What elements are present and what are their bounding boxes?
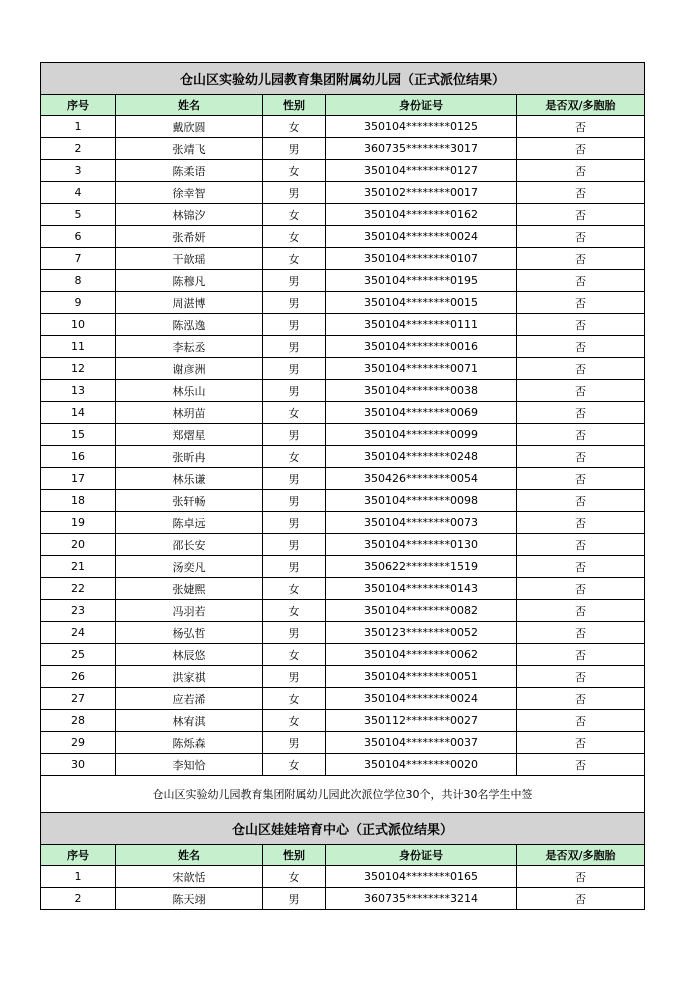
cell-name: 陈卓远 <box>116 512 263 534</box>
document-page <box>40 62 644 910</box>
table-row <box>41 866 645 888</box>
header-gender: 性别 <box>263 845 326 866</box>
header-name: 姓名 <box>116 95 263 116</box>
cell-id-number: 350104********0051 <box>326 666 517 688</box>
cell-id-number: 350123********0052 <box>326 622 517 644</box>
cell-name: 陈泓逸 <box>116 314 263 336</box>
cell-gender: 男 <box>263 182 326 204</box>
cell-name: 陈柔语 <box>116 160 263 182</box>
cell-twins: 否 <box>517 314 645 336</box>
cell-gender: 男 <box>263 314 326 336</box>
table-row <box>41 446 645 468</box>
table-row <box>41 468 645 490</box>
table-row <box>41 314 645 336</box>
table-row <box>41 182 645 204</box>
cell-gender: 女 <box>263 578 326 600</box>
table-row <box>41 380 645 402</box>
cell-twins: 否 <box>517 160 645 182</box>
table-row <box>41 270 645 292</box>
cell-id-number: 350104********0082 <box>326 600 517 622</box>
cell-twins: 否 <box>517 358 645 380</box>
cell-id-number: 350104********0015 <box>326 292 517 314</box>
cell-gender: 女 <box>263 160 326 182</box>
cell-gender: 男 <box>263 666 326 688</box>
cell-index: 24 <box>41 622 116 644</box>
cell-twins: 否 <box>517 446 645 468</box>
cell-name: 李知恰 <box>116 754 263 776</box>
cell-index: 13 <box>41 380 116 402</box>
table-row <box>41 688 645 710</box>
cell-name: 戴欣圆 <box>116 116 263 138</box>
cell-id-number: 350104********0127 <box>326 160 517 182</box>
cell-name: 陈烁森 <box>116 732 263 754</box>
cell-gender: 男 <box>263 424 326 446</box>
cell-gender: 男 <box>263 336 326 358</box>
lottery-results-table <box>40 62 645 910</box>
cell-twins: 否 <box>517 600 645 622</box>
cell-name: 李耘丞 <box>116 336 263 358</box>
section1-title: 仓山区实验幼儿园教育集团附属幼儿园（正式派位结果） <box>41 63 645 95</box>
cell-index: 1 <box>41 866 116 888</box>
cell-gender: 男 <box>263 512 326 534</box>
table-row <box>41 754 645 776</box>
cell-index: 25 <box>41 644 116 666</box>
cell-id-number: 350104********0248 <box>326 446 517 468</box>
cell-gender: 女 <box>263 710 326 732</box>
cell-index: 15 <box>41 424 116 446</box>
table-row <box>41 732 645 754</box>
table-row <box>41 116 645 138</box>
cell-twins: 否 <box>517 688 645 710</box>
header-index: 序号 <box>41 95 116 116</box>
cell-gender: 男 <box>263 292 326 314</box>
cell-name: 林宥淇 <box>116 710 263 732</box>
table-row <box>41 226 645 248</box>
cell-id-number: 350104********0069 <box>326 402 517 424</box>
cell-index: 4 <box>41 182 116 204</box>
cell-name: 宋歆恬 <box>116 866 263 888</box>
section2-header-row <box>41 845 645 866</box>
cell-name: 陈天翊 <box>116 888 263 910</box>
cell-id-number: 350104********0111 <box>326 314 517 336</box>
cell-gender: 男 <box>263 556 326 578</box>
section1-header-row <box>41 95 645 116</box>
table-row <box>41 204 645 226</box>
cell-name: 冯羽若 <box>116 600 263 622</box>
cell-index: 17 <box>41 468 116 490</box>
cell-gender: 女 <box>263 866 326 888</box>
cell-name: 应若浠 <box>116 688 263 710</box>
cell-name: 林乐谦 <box>116 468 263 490</box>
table-row <box>41 336 645 358</box>
cell-twins: 否 <box>517 116 645 138</box>
cell-id-number: 360735********3017 <box>326 138 517 160</box>
table-row <box>41 556 645 578</box>
cell-twins: 否 <box>517 226 645 248</box>
cell-twins: 否 <box>517 380 645 402</box>
cell-id-number: 350104********0071 <box>326 358 517 380</box>
header-gender: 性别 <box>263 95 326 116</box>
cell-id-number: 350104********0130 <box>326 534 517 556</box>
cell-twins: 否 <box>517 204 645 226</box>
cell-twins: 否 <box>517 888 645 910</box>
cell-gender: 男 <box>263 358 326 380</box>
cell-twins: 否 <box>517 402 645 424</box>
cell-index: 18 <box>41 490 116 512</box>
cell-twins: 否 <box>517 866 645 888</box>
cell-id-number: 350104********0125 <box>326 116 517 138</box>
cell-index: 3 <box>41 160 116 182</box>
cell-name: 陈穆凡 <box>116 270 263 292</box>
cell-id-number: 350104********0099 <box>326 424 517 446</box>
cell-gender: 女 <box>263 600 326 622</box>
header-id-number: 身份证号 <box>326 95 517 116</box>
cell-gender: 男 <box>263 534 326 556</box>
table-row <box>41 138 645 160</box>
cell-name: 张靖飞 <box>116 138 263 160</box>
cell-index: 30 <box>41 754 116 776</box>
cell-index: 2 <box>41 888 116 910</box>
cell-name: 林锦汐 <box>116 204 263 226</box>
cell-id-number: 350102********0017 <box>326 182 517 204</box>
table-row <box>41 358 645 380</box>
header-twins: 是否双/多胞胎 <box>517 95 645 116</box>
cell-gender: 男 <box>263 138 326 160</box>
table-row <box>41 248 645 270</box>
header-name: 姓名 <box>116 845 263 866</box>
cell-index: 16 <box>41 446 116 468</box>
cell-index: 29 <box>41 732 116 754</box>
cell-twins: 否 <box>517 622 645 644</box>
header-id-number: 身份证号 <box>326 845 517 866</box>
cell-id-number: 350104********0143 <box>326 578 517 600</box>
cell-id-number: 350104********0073 <box>326 512 517 534</box>
header-twins: 是否双/多胞胎 <box>517 845 645 866</box>
cell-twins: 否 <box>517 424 645 446</box>
table-row <box>41 578 645 600</box>
cell-gender: 女 <box>263 204 326 226</box>
table-row <box>41 292 645 314</box>
cell-id-number: 350104********0016 <box>326 336 517 358</box>
table-row <box>41 888 645 910</box>
cell-twins: 否 <box>517 490 645 512</box>
cell-twins: 否 <box>517 732 645 754</box>
cell-gender: 女 <box>263 402 326 424</box>
table-row <box>41 402 645 424</box>
cell-id-number: 350104********0024 <box>326 688 517 710</box>
cell-twins: 否 <box>517 578 645 600</box>
cell-twins: 否 <box>517 138 645 160</box>
cell-index: 1 <box>41 116 116 138</box>
header-index: 序号 <box>41 845 116 866</box>
table-row <box>41 424 645 446</box>
table-row <box>41 600 645 622</box>
cell-index: 2 <box>41 138 116 160</box>
section2-title-row <box>41 813 645 845</box>
cell-index: 6 <box>41 226 116 248</box>
table-row <box>41 512 645 534</box>
cell-twins: 否 <box>517 556 645 578</box>
table-row <box>41 666 645 688</box>
cell-twins: 否 <box>517 666 645 688</box>
section2-title: 仓山区娃娃培育中心（正式派位结果） <box>41 813 645 845</box>
cell-index: 8 <box>41 270 116 292</box>
cell-id-number: 350104********0024 <box>326 226 517 248</box>
table-row <box>41 534 645 556</box>
cell-index: 14 <box>41 402 116 424</box>
cell-index: 27 <box>41 688 116 710</box>
cell-name: 林玥苗 <box>116 402 263 424</box>
cell-name: 洪家祺 <box>116 666 263 688</box>
cell-gender: 男 <box>263 468 326 490</box>
cell-id-number: 350104********0162 <box>326 204 517 226</box>
cell-index: 20 <box>41 534 116 556</box>
cell-twins: 否 <box>517 644 645 666</box>
cell-id-number: 350104********0195 <box>326 270 517 292</box>
cell-gender: 男 <box>263 732 326 754</box>
cell-id-number: 350426********0054 <box>326 468 517 490</box>
cell-gender: 男 <box>263 380 326 402</box>
cell-name: 干歆瑶 <box>116 248 263 270</box>
table-row <box>41 160 645 182</box>
cell-twins: 否 <box>517 248 645 270</box>
cell-id-number: 350104********0037 <box>326 732 517 754</box>
cell-gender: 女 <box>263 754 326 776</box>
cell-gender: 女 <box>263 446 326 468</box>
cell-index: 21 <box>41 556 116 578</box>
cell-gender: 男 <box>263 270 326 292</box>
cell-gender: 男 <box>263 622 326 644</box>
cell-index: 10 <box>41 314 116 336</box>
cell-twins: 否 <box>517 292 645 314</box>
cell-name: 谢彦洲 <box>116 358 263 380</box>
cell-name: 汤奕凡 <box>116 556 263 578</box>
cell-id-number: 350104********0038 <box>326 380 517 402</box>
cell-index: 23 <box>41 600 116 622</box>
cell-index: 7 <box>41 248 116 270</box>
table-row <box>41 622 645 644</box>
cell-index: 5 <box>41 204 116 226</box>
cell-id-number: 350104********0020 <box>326 754 517 776</box>
cell-name: 张希妍 <box>116 226 263 248</box>
cell-twins: 否 <box>517 336 645 358</box>
cell-name: 张轩畅 <box>116 490 263 512</box>
allocation-summary-note: 仓山区实验幼儿园教育集团附属幼儿园此次派位学位30个，共计30名学生中签 <box>41 776 645 813</box>
cell-name: 张昕冉 <box>116 446 263 468</box>
cell-gender: 女 <box>263 248 326 270</box>
table-row <box>41 644 645 666</box>
cell-index: 26 <box>41 666 116 688</box>
cell-id-number: 350622********1519 <box>326 556 517 578</box>
cell-twins: 否 <box>517 710 645 732</box>
cell-name: 杨弘哲 <box>116 622 263 644</box>
cell-gender: 男 <box>263 490 326 512</box>
cell-id-number: 350104********0165 <box>326 866 517 888</box>
section1-note-row <box>41 776 645 813</box>
cell-twins: 否 <box>517 182 645 204</box>
cell-id-number: 350112********0027 <box>326 710 517 732</box>
cell-gender: 女 <box>263 644 326 666</box>
table-row <box>41 710 645 732</box>
cell-gender: 女 <box>263 226 326 248</box>
cell-twins: 否 <box>517 512 645 534</box>
cell-name: 周湛博 <box>116 292 263 314</box>
cell-gender: 男 <box>263 888 326 910</box>
cell-twins: 否 <box>517 534 645 556</box>
cell-name: 林辰悠 <box>116 644 263 666</box>
cell-id-number: 360735********3214 <box>326 888 517 910</box>
cell-id-number: 350104********0098 <box>326 490 517 512</box>
table-row <box>41 490 645 512</box>
cell-twins: 否 <box>517 754 645 776</box>
cell-index: 12 <box>41 358 116 380</box>
cell-name: 林乐山 <box>116 380 263 402</box>
cell-id-number: 350104********0062 <box>326 644 517 666</box>
cell-gender: 女 <box>263 116 326 138</box>
cell-twins: 否 <box>517 270 645 292</box>
cell-gender: 女 <box>263 688 326 710</box>
cell-index: 22 <box>41 578 116 600</box>
cell-index: 9 <box>41 292 116 314</box>
cell-id-number: 350104********0107 <box>326 248 517 270</box>
cell-name: 郑熠星 <box>116 424 263 446</box>
cell-name: 张婕熙 <box>116 578 263 600</box>
cell-index: 11 <box>41 336 116 358</box>
section1-title-row <box>41 63 645 95</box>
cell-index: 28 <box>41 710 116 732</box>
cell-twins: 否 <box>517 468 645 490</box>
cell-index: 19 <box>41 512 116 534</box>
cell-name: 邵长安 <box>116 534 263 556</box>
cell-name: 徐幸智 <box>116 182 263 204</box>
